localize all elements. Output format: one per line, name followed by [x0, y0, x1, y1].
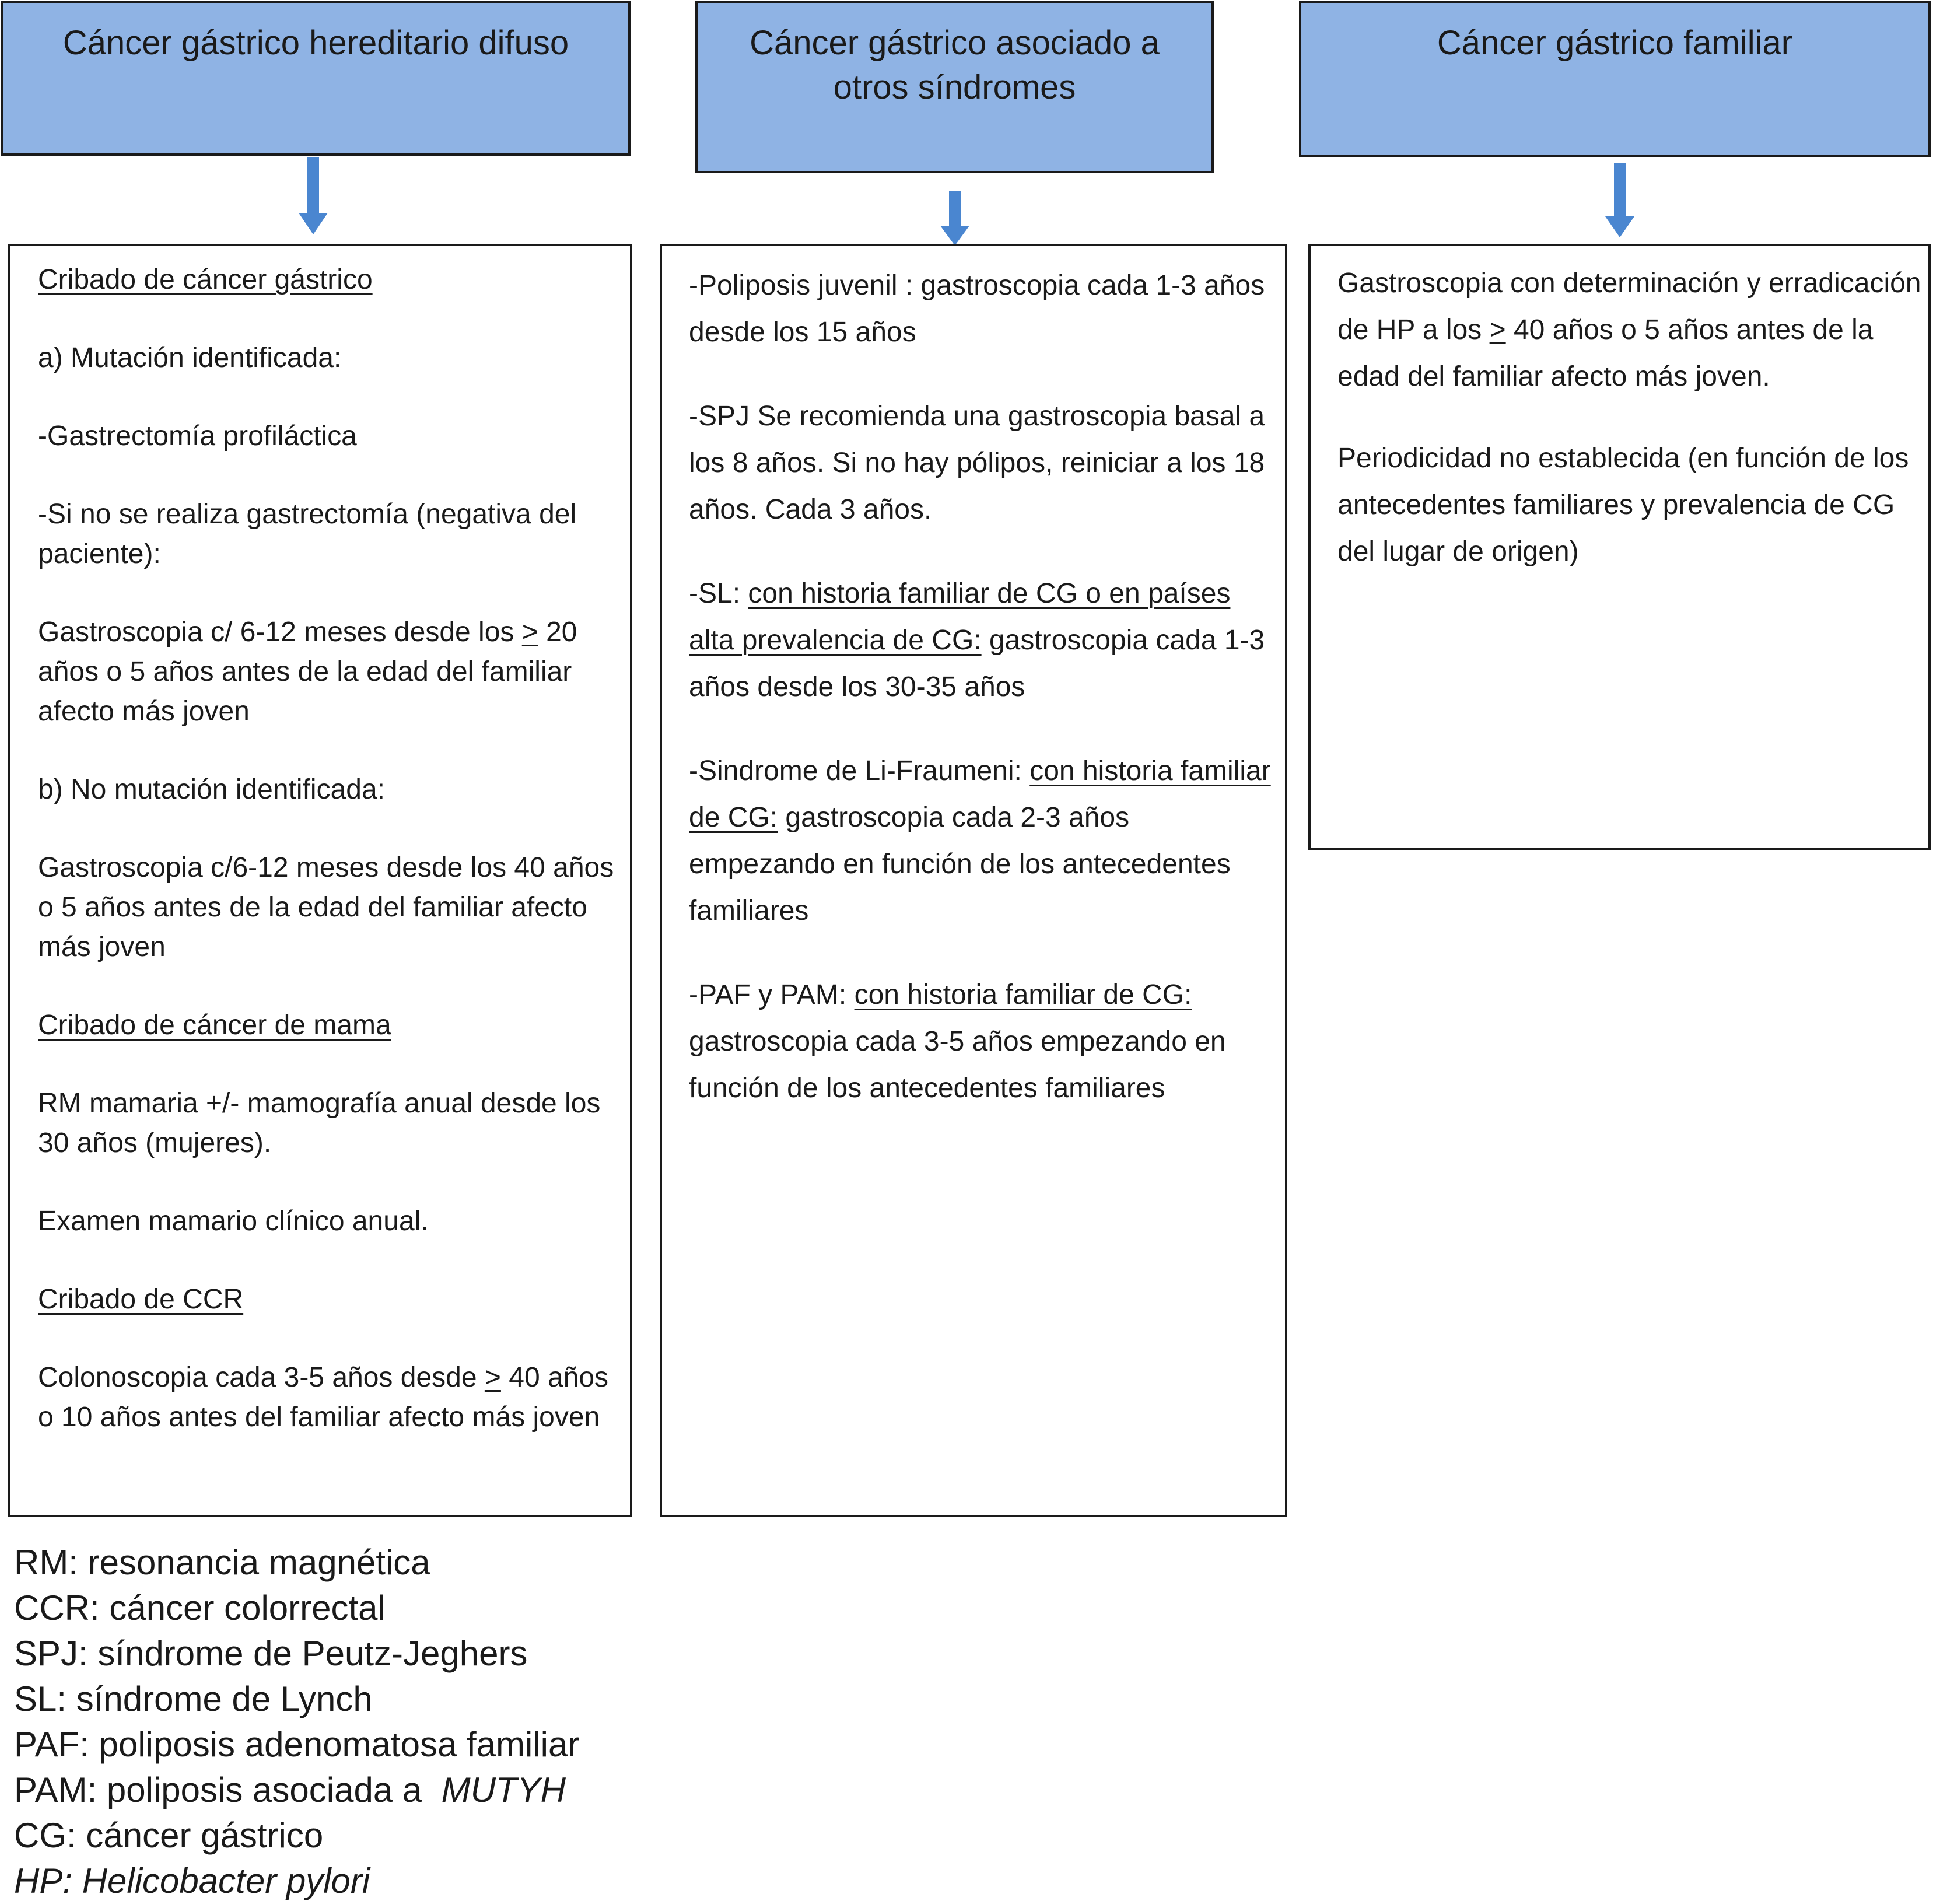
- legend-item-spj: SPJ: síndrome de Peutz-Jeghers: [14, 1634, 528, 1673]
- legend-item-ccr: CCR: cáncer colorrectal: [14, 1588, 386, 1628]
- header-title-line-2: otros síndromes: [833, 68, 1076, 106]
- down-arrow-icon: [1605, 162, 1634, 239]
- no-mutation-label: b) No mutación identificada:: [38, 774, 385, 805]
- legend-item-rm: RM: resonancia magnética: [14, 1543, 430, 1582]
- greater-or-equal-symbol: >: [521, 617, 538, 648]
- breast-exam-recommendation: Examen mamario clínico anual.: [38, 1206, 429, 1237]
- gastroscopy-schedule-no-mutation: Gastroscopia c/6-12 meses desde los 40 años o 5 años antes de la edad del familiar afecto más joven: [38, 852, 614, 963]
- other-syndromes-recommendations: [660, 244, 1287, 1517]
- familial-periodicity-note: Periodicidad no establecida (en función de los antecedentes familiares y prevalencia de CG del lugar de origen): [1337, 443, 1909, 567]
- header-title: Cáncer gástrico hereditario difuso: [62, 24, 569, 62]
- greater-or-equal-symbol: >: [484, 1362, 501, 1393]
- no-gastrectomy-label: -Si no se realiza gastrectomía (negativa del paciente):: [38, 499, 577, 569]
- prophylactic-gastrectomy: -Gastrectomía profiláctica: [38, 421, 357, 452]
- familial-recommendations: [1308, 244, 1931, 850]
- header-familial: [1299, 1, 1931, 158]
- breast-mri-recommendation: RM mamaria +/- mamografía anual desde los 30 años (mujeres).: [38, 1088, 601, 1158]
- header-title: Cáncer gástrico familiar: [1437, 24, 1793, 62]
- legend-item-hp: HP: Helicobacter pylori: [14, 1861, 370, 1901]
- legend-item-cg: CG: cáncer gástrico: [14, 1816, 324, 1855]
- abbreviations-legend: [14, 1540, 772, 1904]
- mutation-identified-label: a) Mutación identificada:: [38, 342, 342, 373]
- familial-gastroscopy-recommendation: Gastroscopia con determinación y erradicación de HP a los > 40 años o 5 años antes de la edad del familiar afecto más joven.: [1337, 268, 1921, 392]
- greater-or-equal-symbol: >: [1489, 314, 1506, 345]
- header-hereditary-diffuse: [1, 1, 631, 156]
- section-title-ccr-screening: Cribado de CCR: [38, 1284, 244, 1315]
- header-title-line-1: Cáncer gástrico asociado a: [750, 24, 1160, 62]
- legend-item-paf: PAF: poliposis adenomatosa familiar: [14, 1725, 580, 1764]
- legend-item-sl: SL: síndrome de Lynch: [14, 1679, 373, 1718]
- legend-item-pam: PAM: poliposis asociada a MUTYH: [14, 1770, 566, 1810]
- lynch-recommendation: -SL: con historia familiar de CG o en países alta prevalencia de CG: gastroscopia cada 1-3 años desde los 30-35 años: [689, 578, 1265, 702]
- gastroscopy-schedule-mutation: Gastroscopia c/ 6-12 meses desde los > 20 años o 5 años antes de la edad del familiar afecto más joven: [38, 617, 577, 727]
- gene-name: MUTYH: [441, 1770, 566, 1810]
- header-other-syndromes: [695, 1, 1214, 173]
- li-fraumeni-recommendation: -Sindrome de Li-Fraumeni: con historia familiar de CG: gastroscopia cada 2-3 años empezando en función de los antecedentes familiares: [689, 755, 1271, 926]
- colonoscopy-recommendation: Colonoscopia cada 3-5 años desde > 40 años o 10 años antes del familiar afecto más joven: [38, 1362, 609, 1433]
- paf-pam-recommendation: -PAF y PAM: con historia familiar de CG: gastroscopia cada 3-5 años empezando en función de los antecedentes familiares: [689, 979, 1226, 1104]
- hereditary-diffuse-recommendations: [8, 244, 632, 1517]
- juvenile-polyposis-recommendation: -Poliposis juvenil : gastroscopia cada 1-3 años desde los 15 años: [689, 270, 1265, 348]
- section-title-gastric-screening: Cribado de cáncer gástrico: [38, 264, 373, 295]
- spj-recommendation: -SPJ Se recomienda una gastroscopia basal a los 8 años. Si no hay pólipos, reiniciar a los 18 años. Cada 3 años.: [689, 401, 1265, 525]
- section-title-breast-screening: Cribado de cáncer de mama: [38, 1010, 391, 1041]
- down-arrow-icon: [299, 158, 328, 235]
